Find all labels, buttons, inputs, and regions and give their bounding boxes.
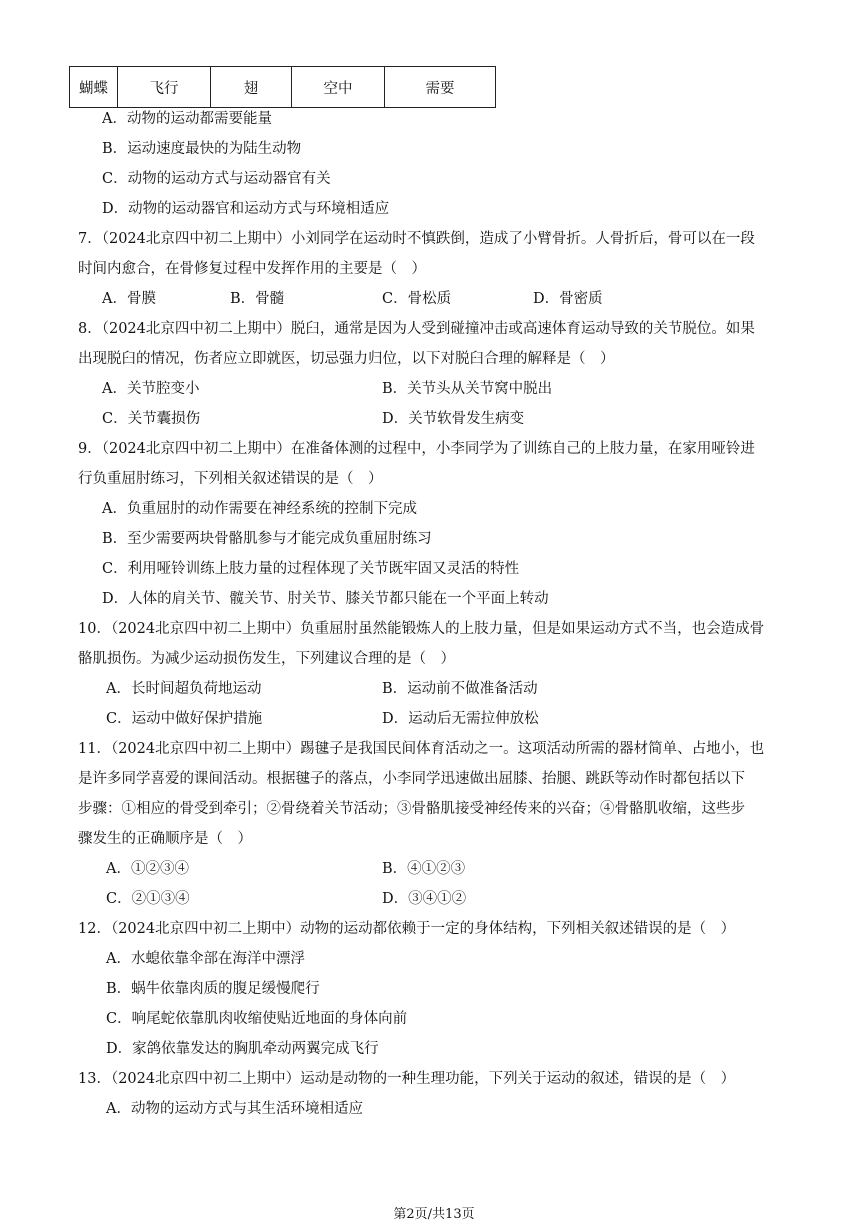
table-cell: 蝴蝶: [70, 67, 118, 108]
option: B．至少需要两块骨骼肌参与才能完成负重屈肘练习: [102, 531, 432, 547]
question-7-stem: 时间内愈合，在骨修复过程中发挥作用的主要是（ ）: [78, 261, 426, 277]
option: A．动物的运动方式与其生活环境相适应: [106, 1101, 363, 1117]
option: A．负重屈肘的动作需要在神经系统的控制下完成: [102, 501, 417, 517]
question-8-options: [0, 404, 868, 434]
question-12-options: [0, 974, 868, 1004]
question-11-options: [0, 854, 868, 884]
page-number-footer: 第2页/共13页: [393, 1207, 475, 1222]
option: D．人体的肩关节、髋关节、肘关节、膝关节都只能在一个平面上转动: [102, 591, 549, 607]
table-cell: 空中: [292, 67, 385, 108]
option: A．长时间超负荷地运动: [106, 681, 262, 697]
option: A．关节腔变小: [102, 381, 200, 397]
question-9-options: [0, 524, 868, 554]
option: C．利用哑铃训练上肢力量的过程体现了关节既牢固又灵活的特性: [102, 561, 520, 577]
question-7-stem: 7．（2024北京四中初二上期中）小刘同学在运动时不慎跌倒，造成了小臂骨折。人骨折后，骨可以在一段: [78, 231, 755, 247]
animal-movement-table: [69, 66, 496, 108]
question-list: [0, 104, 868, 1124]
question-10-stem: 骼肌损伤。为减少运动损伤发生，下列建议合理的是（ ）: [78, 651, 455, 667]
question-9-stem: 行负重屈肘练习，下列相关叙述错误的是（ ）: [78, 471, 383, 487]
question-9-stem: 9．（2024北京四中初二上期中）在准备体测的过程中，小李同学为了训练自己的上肢力量，在家用哑铃进: [78, 441, 755, 457]
question-11-stem: 步骤：①相应的骨受到牵引；②骨绕着关节活动；③骨骼肌接受神经传来的兴奋；④骨骼肌收缩，这些步: [78, 801, 745, 817]
question-9-options: [0, 554, 868, 584]
option: A．动物的运动都需要能量: [102, 111, 272, 127]
question-11-options: [0, 884, 868, 914]
question-8-options: [0, 374, 868, 404]
table-cell: 飞行: [118, 67, 211, 108]
question-11-stem: 骤发生的正确顺序是（ ）: [78, 831, 252, 847]
option: C．关节囊损伤: [102, 411, 201, 427]
option: C．②①③④: [106, 891, 190, 907]
option: C．响尾蛇依靠肌肉收缩使贴近地面的身体向前: [106, 1011, 408, 1027]
option: B．④①②③: [382, 861, 466, 877]
question-11-stem: 是许多同学喜爱的课间活动。根据毽子的落点，小李同学迅速做出屈膝、抬腿、跳跃等动作时都包括以下: [78, 771, 745, 787]
option: A．水螅依靠伞部在海洋中漂浮: [106, 951, 305, 967]
question-11-stem: 11．（2024北京四中初二上期中）踢毽子是我国民间体育活动之一。这项活动所需的器材简单、占地小，也: [78, 741, 765, 757]
question-8-stem: 出现脱臼的情况，伤者应立即就医，切忌强力归位，以下对脱臼合理的解释是（ ）: [78, 351, 615, 367]
question-12-stem: 12．（2024北京四中初二上期中）动物的运动都依赖于一定的身体结构，下列相关叙述错误的是（ ）: [78, 921, 736, 937]
question-9-options: [0, 584, 868, 614]
option: D．③④①②: [382, 891, 467, 907]
option: A．骨膜: [102, 291, 156, 307]
option: C．骨松质: [382, 291, 452, 307]
question-12-options: [0, 1004, 868, 1034]
question-10-stem: 10．（2024北京四中初二上期中）负重屈肘虽然能锻炼人的上肢力量，但是如果运动方式不当，也会造成骨: [78, 621, 765, 637]
option-line: [0, 134, 868, 164]
question-10-options: [0, 704, 868, 734]
option: D．家鸽依靠发达的胸肌牵动两翼完成飞行: [106, 1041, 379, 1057]
option: A．①②③④: [106, 861, 189, 877]
option-line: [0, 104, 868, 134]
question-8-stem: 8．（2024北京四中初二上期中）脱臼，通常是因为人受到碰撞冲击或高速体育运动导致的关节脱位。如果: [78, 321, 755, 337]
option: D．关节软骨发生病变: [382, 411, 525, 427]
option: B．蜗牛依靠肉质的腹足缓慢爬行: [106, 981, 320, 997]
option: B．骨髓: [230, 291, 285, 307]
question-13-options: [0, 1094, 868, 1124]
option: D．骨密质: [533, 291, 603, 307]
option: D．运动后无需拉伸放松: [382, 711, 539, 727]
option: B．运动前不做准备活动: [382, 681, 538, 697]
question-7-options: [0, 284, 868, 314]
table-cell: 需要: [385, 67, 496, 108]
option: B．运动速度最快的为陆生动物: [102, 141, 302, 157]
table-cell: 翅: [211, 67, 292, 108]
table-row: [70, 67, 496, 108]
option: D．动物的运动器官和运动方式与环境相适应: [102, 201, 390, 217]
question-9-options: [0, 494, 868, 524]
option-line: [0, 194, 868, 224]
question-13-stem: 13．（2024北京四中初二上期中）运动是动物的一种生理功能，下列关于运动的叙述，错误的是（ ）: [78, 1071, 736, 1087]
option: C．动物的运动方式与运动器官有关: [102, 171, 331, 187]
option: B．关节头从关节窝中脱出: [382, 381, 553, 397]
option-line: [0, 164, 868, 194]
question-12-options: [0, 1034, 868, 1064]
option: C．运动中做好保护措施: [106, 711, 263, 727]
question-10-options: [0, 674, 868, 704]
question-12-options: [0, 944, 868, 974]
